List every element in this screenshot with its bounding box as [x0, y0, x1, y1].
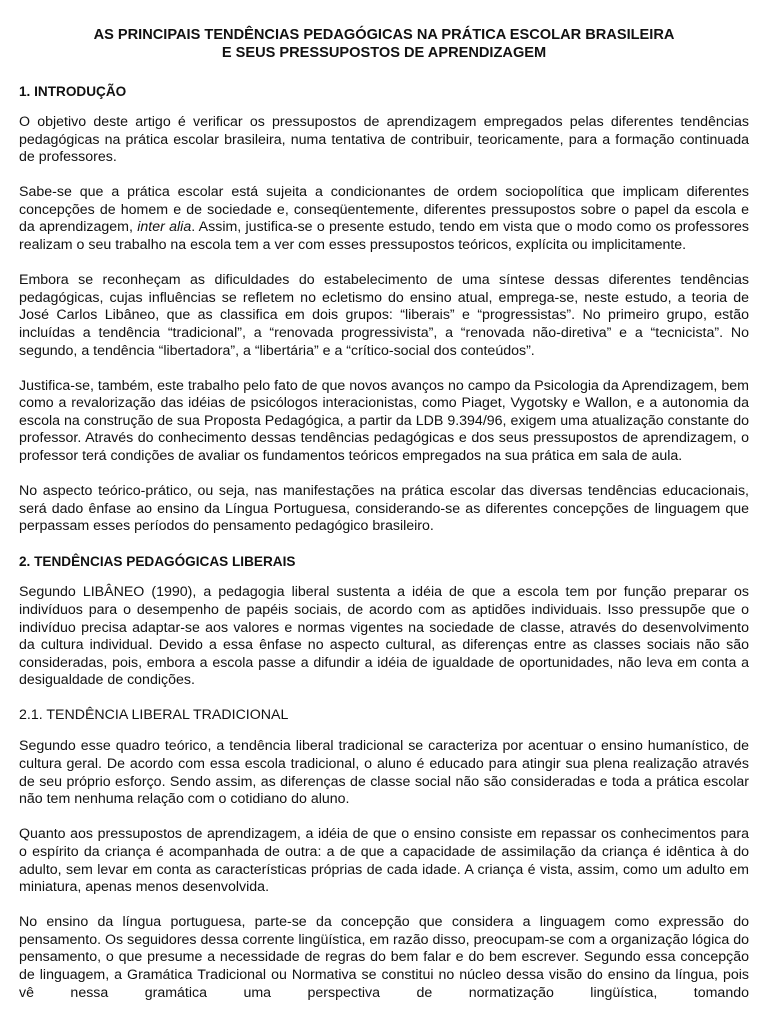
- intro-paragraph-1: O objetivo deste artigo é verificar os pressupostos de aprendizagem empregados pelas diferentes tendências pedagógicas na prática escolar brasileira, numa tentativa de contribuir, teoricamente, para a formação continuada de professores.: [19, 114, 749, 166]
- traditional-paragraph-3: No ensino da língua portuguesa, parte-se da concepção que considera a linguagem como expressão do pensamento. Os seguidores dessa corrente lingüística, em razão disso, preocupam-se com a organização lógica do pensamento, o que presume a necessidade de regras do bem falar e do bem escrever. Segundo essa concepção de linguagem, a Gramática Tradicional ou Normativa se constitui no núcleo dessa visão do ensino da língua, pois vê nessa gramática uma perspectiva de normatização lingüística, tomando: [19, 914, 749, 1001]
- inter-alia-italic: inter alia: [137, 219, 192, 236]
- intro-paragraph-2-start: Sabe-se que a prática escolar está sujeita a condicionantes de ordem sociopolítica que implicam diferentes concepções de homem e de sociedade e, conseqüentemente, diferentes pressupostos sobre o papel da escola e da aprendizagem,: [19, 184, 749, 236]
- intro-paragraph-3: Embora se reconheçam as dificuldades do estabelecimento de uma síntese dessas diferentes tendências pedagógicas, cujas influências se refletem no ecletismo do ensino atual, emprega-se, neste estudo, a teoria de José Carlos Libâneo, que as classifica em dois grupos: “liberais” e “progressistas”. No primeiro grupo, estão incluídas a tendência “tradicional”, a “renovada progressivista”, a “renovada não-diretiva” e a “tecnicista”. No segundo, a tendência “libertadora”, a “libertária” e a “crítico-social dos conteúdos”.: [19, 272, 749, 359]
- liberal-paragraph-1: Segundo LIBÂNEO (1990), a pedagogia liberal sustenta a idéia de que a escola tem por função preparar os indivíduos para o desempenho de papéis sociais, de acordo com as aptidões individuais. Isso pressupõe que o indivíduo precisa adaptar-se aos valores e normas vigentes na sociedade de classe, através do desenvolvimento da cultura individual. Devido a essa ênfase no aspecto cultural, as diferenças entre as classes sociais não são consideradas, pois, embora a escola passe a difundir a idéia de igualdade de oportunidades, não leva em conta a desigualdade de condições.: [19, 584, 749, 689]
- section-2-heading: 2. TENDÊNCIAS PEDAGÓGICAS LIBERAIS: [19, 554, 296, 570]
- intro-paragraph-5: No aspecto teórico-prático, ou seja, nas manifestações na prática escolar das diversas tendências educacionais, será dado ênfase ao ensino da Língua Portuguesa, considerando-se as diferentes concepções de linguagem que perpassam esses períodos do pensamento pedagógico brasileiro.: [19, 483, 749, 535]
- subsection-2-1-heading: 2.1. TENDÊNCIA LIBERAL TRADICIONAL: [19, 707, 289, 724]
- traditional-paragraph-1: Segundo esse quadro teórico, a tendência liberal tradicional se caracteriza por acentuar o ensino humanístico, de cultura geral. De acordo com essa escola tradicional, o aluno é educado para atingir sua plena realização através de seu próprio esforço. Sendo assim, as diferenças de classe social não são consideradas e toda a prática escolar não tem nenhuma relação com o cotidiano do aluno.: [19, 738, 749, 808]
- intro-paragraph-2-end: . Assim, justifica-se o presente estudo, tendo em vista que o modo como os professores realizam o seu trabalho na escola tem a ver com esses pressupostos teóricos, explícita ou implicitamente.: [19, 219, 749, 254]
- document-title: [19, 26, 749, 62]
- section-1-heading: 1. INTRODUÇÃO: [19, 84, 127, 99]
- title-line-2: E SEUS PRESSUPOSTOS DE APRENDIZAGEM: [221, 45, 547, 61]
- traditional-paragraph-2: Quanto aos pressupostos de aprendizagem, a idéia de que o ensino consiste em repassar os conhecimentos para o espírito da criança é acompanhada de outra: a de que a capacidade de assimilação da criança é idêntica à do adulto, sem levar em conta as características próprias de cada idade. A criança é vista, assim, como um adulto em miniatura, apenas menos desenvolvida.: [19, 826, 749, 896]
- intro-paragraph-2: [19, 184, 749, 254]
- intro-paragraph-4: Justifica-se, também, este trabalho pelo fato de que novos avanços no campo da Psicologia da Aprendizagem, bem como a revalorização das idéias de psicólogos interacionistas, como Piaget, Vygotsky e Wallon, e a autonomia da escola na construção de sua Proposta Pedagógica, a partir da LDB 9.394/96, exigem uma atualização constante do professor. Através do conhecimento dessas tendências pedagógicas e dos seus pressupostos de aprendizagem, o professor terá condições de avaliar os fundamentos teóricos empregados na sua prática em sala de aula.: [19, 377, 749, 464]
- title-line-1: AS PRINCIPAIS TENDÊNCIAS PEDAGÓGICAS NA PRÁTICA ESCOLAR BRASILEIRA: [93, 27, 675, 43]
